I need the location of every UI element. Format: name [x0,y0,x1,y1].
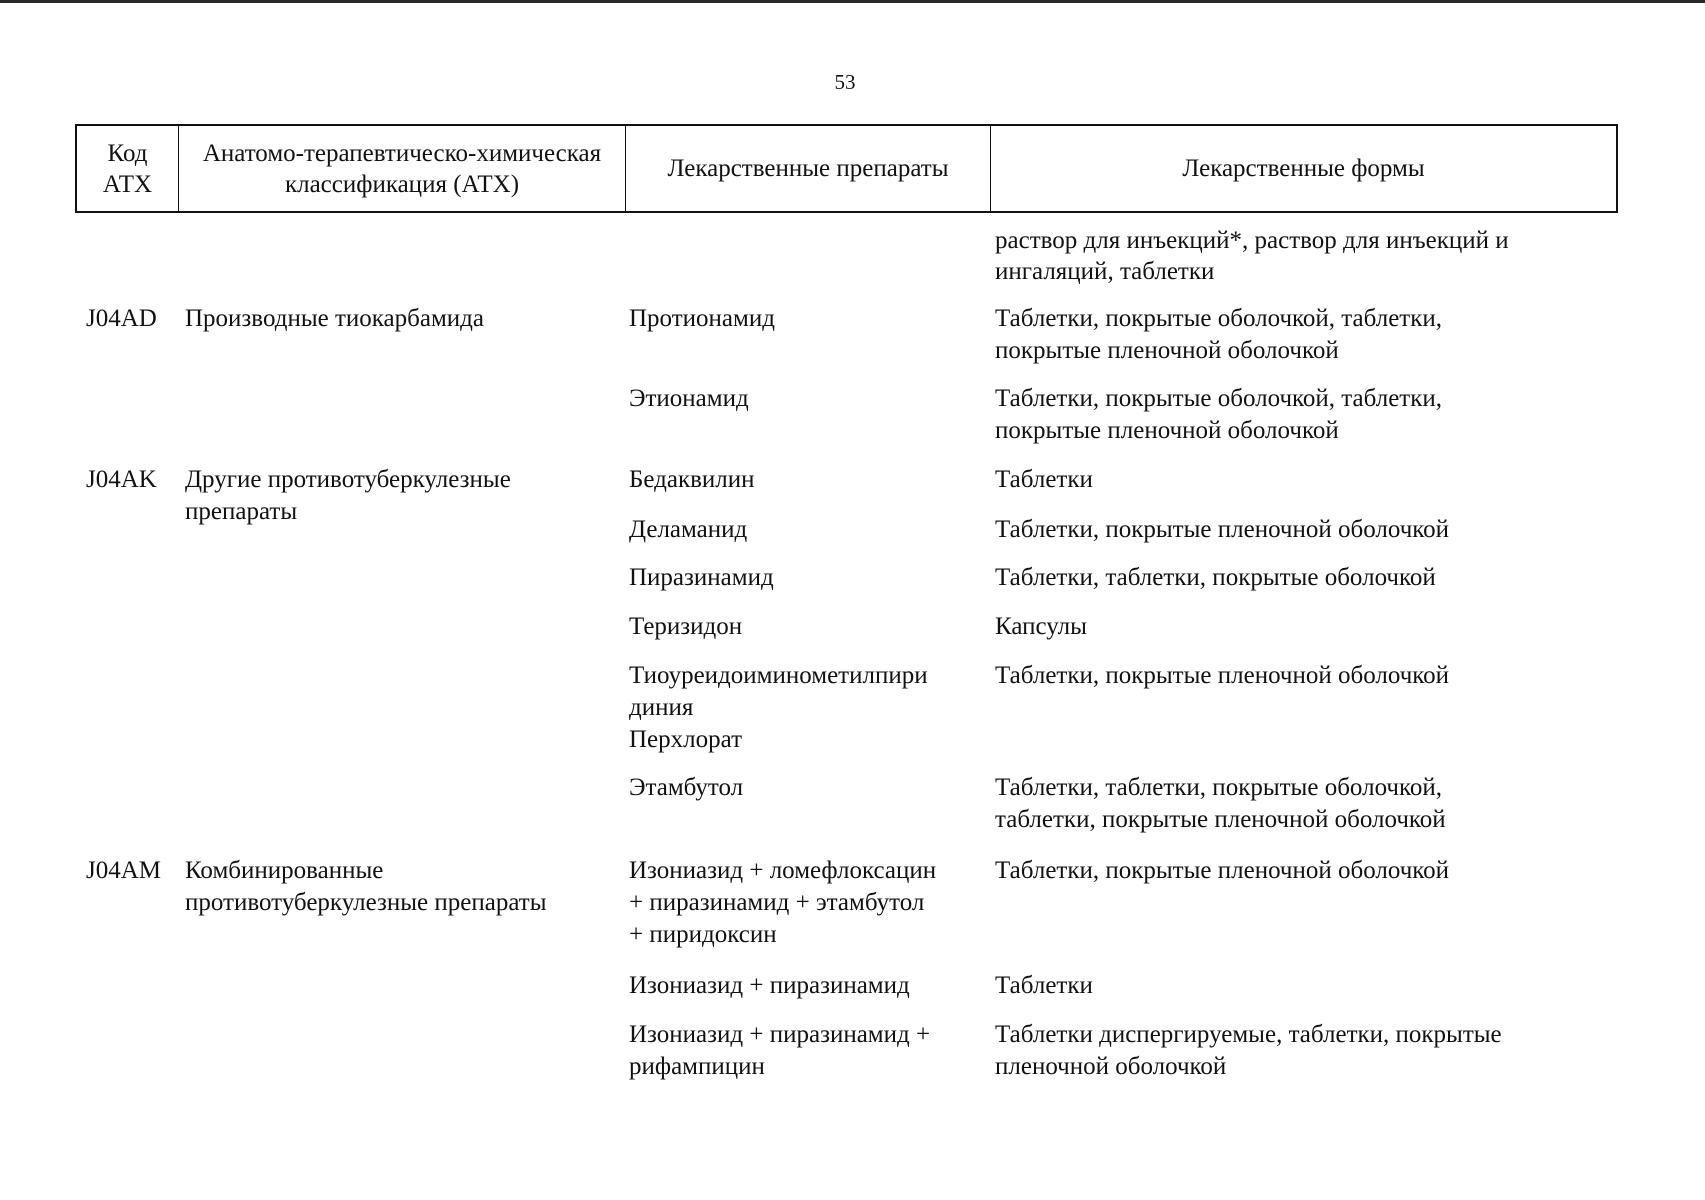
drug-name: Бедаквилин [629,466,755,493]
drug-name: + пиразинамид + этамбутол [629,889,925,916]
dosage-form: пленочной оболочкой [995,1053,1227,1080]
drug-name: Этамбутол [629,774,744,801]
dosage-form: Таблетки диспергируемые, таблетки, покрытые [995,1021,1502,1048]
header-classification: Анатомо-терапевтическо-химическая классификация (АТХ) [179,126,626,211]
dosage-form: Таблетки, покрытые пленочной оболочкой [995,857,1450,884]
drug-name: + пиридоксин [629,921,777,948]
drug-name: рифампицин [629,1053,765,1080]
drug-name: диния [629,694,694,721]
dosage-form: Таблетки, покрытые оболочкой, таблетки, [995,385,1442,412]
page-number: 53 [834,70,856,94]
dosage-form: Таблетки, покрытые пленочной оболочкой [995,662,1450,689]
header-drugs: Лекарственные препараты [626,126,991,211]
atc-group-name: препараты [185,498,298,525]
dosage-form: Таблетки, таблетки, покрытые оболочкой [995,564,1436,591]
atc-group-name: Комбинированные [185,857,384,884]
drug-name: Этионамид [629,385,749,412]
dosage-form: покрытые пленочной оболочкой [995,337,1339,364]
dosage-form: Таблетки, покрытые оболочкой, таблетки, [995,305,1442,332]
drug-name: Теризидон [629,613,743,640]
atc-code: J04AK [86,466,157,493]
drug-name: Изониазид + пиразинамид [629,972,910,999]
dosage-form: покрытые пленочной оболочкой [995,417,1339,444]
dosage-form: Таблетки, покрытые пленочной оболочкой [995,516,1450,543]
dosage-form: Таблетки, таблетки, покрытые оболочкой, [995,774,1442,801]
drug-name: Тиоуреидоиминометилпири [629,662,928,689]
header-forms: Лекарственные формы [1182,155,1425,182]
dosage-form: Таблетки [995,972,1093,999]
atc-group-name: Производные тиокарбамида [185,305,484,332]
drug-name: Пиразинамид [629,564,774,591]
scan-edge [0,0,1705,3]
continuation-form-line1: раствор для инъекций*, раствор для инъекций и [995,227,1509,254]
dosage-form: таблетки, покрытые пленочной оболочкой [995,806,1446,833]
drug-name: Перхлорат [629,726,743,753]
atc-code: J04AD [86,305,157,332]
header-code: Код АТХ [77,126,179,211]
drug-name: Протионамид [629,305,775,332]
dosage-form: Капсулы [995,613,1087,640]
drug-name: Изониазид + пиразинамид + [629,1021,931,1048]
table-header [75,124,1618,213]
continuation-form-line2: ингаляций, таблетки [995,258,1215,285]
atc-code: J04AM [86,857,162,884]
dosage-form: Таблетки [995,466,1093,493]
drug-name: Изониазид + ломефлоксацин [629,857,937,884]
atc-group-name: противотуберкулезные препараты [185,889,547,916]
drug-name: Деламанид [629,516,748,543]
atc-group-name: Другие противотуберкулезные [185,466,511,493]
